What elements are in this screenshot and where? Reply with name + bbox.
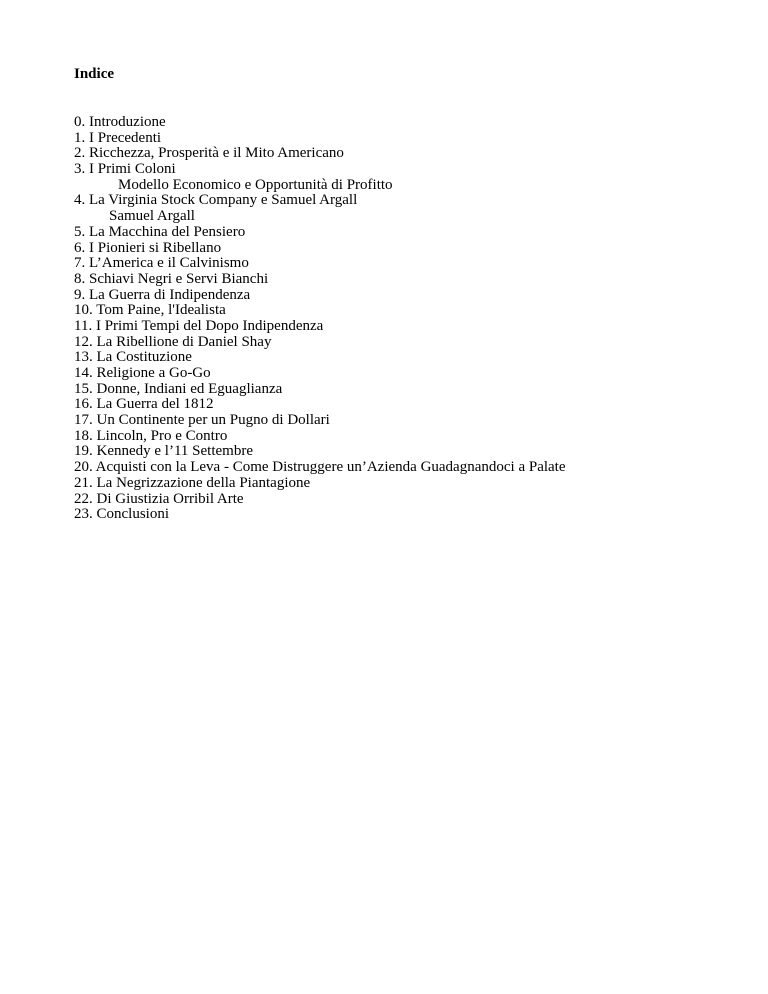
toc-subentry-economic-model: Modello Economico e Opportunità di Profitto: [118, 176, 393, 193]
toc-subentry-samuel-argall: Samuel Argall: [109, 208, 195, 225]
toc-entry-2: 2. Ricchezza, Prosperità e il Mito Americano: [74, 145, 344, 162]
toc-entry-11: 11. I Primi Tempi del Dopo Indipendenza: [74, 317, 324, 334]
toc-entry-22: 22. Di Giustizia Orribil Arte: [74, 490, 244, 507]
toc-entry-10: 10. Tom Paine, l'Idealista: [74, 302, 226, 319]
toc-entry-6: 6. I Pionieri si Ribellano: [74, 239, 222, 256]
toc-entry-7: 7. L’America e il Calvinismo: [74, 255, 249, 272]
toc-entry-18: 18. Lincoln, Pro e Contro: [74, 427, 228, 444]
toc-entry-8: 8. Schiavi Negri e Servi Bianchi: [74, 270, 269, 287]
toc-entry-1: 1. I Precedenti: [74, 129, 162, 146]
toc-entry-5: 5. La Macchina del Pensiero: [74, 223, 246, 240]
toc-entry-13: 13. La Costituzione: [74, 349, 192, 366]
toc-entry-3: 3. I Primi Coloni: [74, 161, 176, 178]
toc-entry-21: 21. La Negrizzazione della Piantagione: [74, 474, 311, 491]
page-title: Indice: [74, 66, 115, 82]
toc-entry-15: 15. Donne, Indiani ed Eguaglianza: [74, 380, 283, 397]
toc-entry-12: 12. La Ribellione di Daniel Shay: [74, 333, 272, 350]
toc-entry-14: 14. Religione a Go-Go: [74, 365, 211, 381]
table-of-contents: [74, 115, 566, 523]
toc-entry-19: 19. Kennedy e l’11 Settembre: [74, 443, 253, 460]
toc-entry-9: 9. La Guerra di Indipendenza: [74, 286, 251, 303]
toc-entry-4: 4. La Virginia Stock Company e Samuel Argall: [74, 192, 358, 209]
toc-entry-17: 17. Un Continente per un Pugno di Dollari: [74, 412, 330, 429]
toc-entry-16: 16. La Guerra del 1812: [74, 396, 214, 413]
toc-entry-23: 23. Conclusioni: [74, 506, 170, 523]
toc-entry-0: 0. Introduzione: [74, 114, 166, 130]
toc-entry-20: 20. Acquisti con la Leva - Come Distruggere un’Azienda Guadagnandoci a Palate: [74, 459, 566, 476]
